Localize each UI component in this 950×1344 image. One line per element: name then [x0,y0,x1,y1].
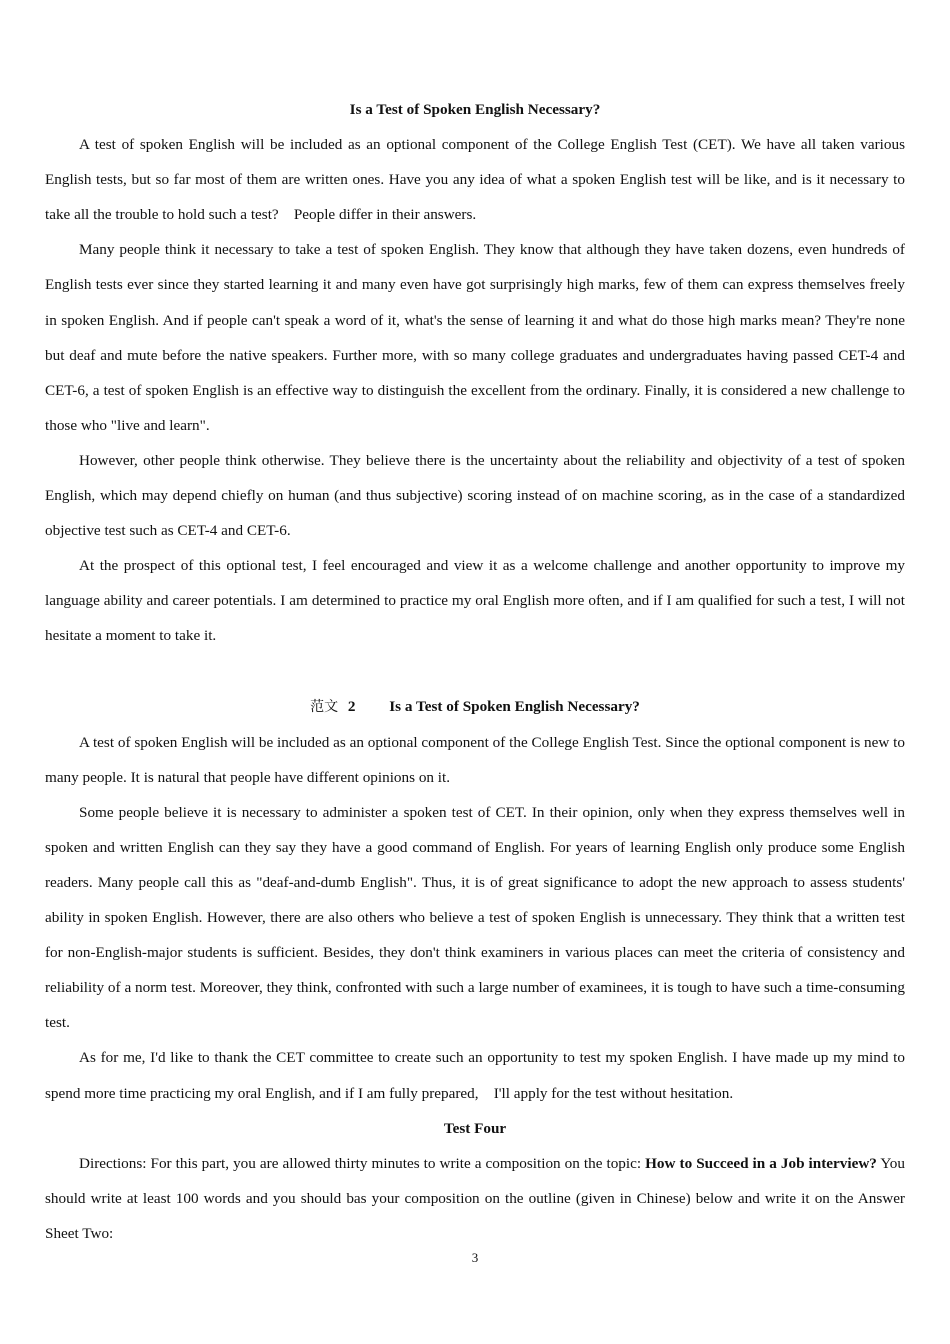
directions-text: Directions: For this part, you are allowed thirty minutes to write a composition on the topic: [79,1154,646,1172]
test-four-directions [45,1146,905,1251]
page-number: 3 [471,1250,479,1265]
essay1-paragraph-3: However, other people think otherwise. They believe there is the uncertainty about the reliability and objectivity of a test of spoken English, which may depend chiefly on human (and thus subjective) scoring instead of on machine scoring, as in the case of a standardized objective test such as CET-4 and CET-6. [45,451,905,540]
essay2-label-zh: 范文 [310,698,339,715]
essay2-paragraph-1: A test of spoken English will be included as an optional component of the College English Test. Since the optional component is new to many people. It is natural that people have different opinions on it. [45,733,905,786]
essay2-title: Is a Test of Spoken English Necessary? [389,697,640,715]
directions-text-continued: You should write at least 100 words and you should bas your composition on the outline (given in Chinese) below and write it on the Answer Sheet Two: [45,1154,905,1242]
essay1-title: Is a Test of Spoken English Necessary? [349,101,601,118]
section-spacer [45,654,905,689]
essay1-paragraph-1: A test of spoken English will be included as an optional component of the College English Test (CET). We have all taken various English tests, but so far most of them are written ones. Have you any idea of what a spoken English test will be like, and is it necessary to take all the trouble to hold such a test? People differ in their answers. [45,136,905,224]
essay2-label-number: 2 [347,697,356,715]
essay2-paragraph-2: Some people believe it is necessary to administer a spoken test of CET. In their opinion, only when they express themselves well in spoken and written English can they say they have a good command of English. For years of learning English only produce some English readers. Many people call this as "deaf-and-dumb English". Thus, it is of great significance to adopt the new approach to assess students' ability in spoken English. However, there are also others who believe a test of spoken English is unnecessary. They think that a written test for non-English-major students is sufficient. Besides, they don't think examiners in various places can meet the criteria of consistency and reliability of a norm test. Moreover, they think, confronted with such a large number of examinees, it is tough to have such a time-consuming test. [45,803,905,1032]
test-four-heading: Test Four [443,1119,507,1137]
document-page [45,92,905,1251]
essay1-paragraph-2: Many people think it necessary to take a test of spoken English. They know that although they have taken dozens, even hundreds of English tests ever since they started learning it and many even have got surprisingly high marks, few of them can express themselves freely in spoken English. And if people can't speak a word of it, what's the sense of learning it and what do those high marks mean? They're none but deaf and mute before the native speakers. Further more, with so many college graduates and undergraduates having passed CET-4 and CET-6, a test of spoken English is an effective way to distinguish the excellent from the ordinary. Finally, it is considered a new challenge to those who "live and learn". [45,241,905,434]
essay1-paragraph-4: At the prospect of this optional test, I feel encouraged and view it as a welcome challenge and another opportunity to improve my language ability and career potentials. I am determined to practice my oral English more often, and if I am qualified for such a test, I will not hesitate a moment to take it. [45,557,905,645]
essay2-heading [45,689,905,725]
directions-topic: How to Succeed in a Job interview? [645,1154,877,1172]
essay2-paragraph-3: As for me, I'd like to thank the CET committee to create such an opportunity to test my spoken English. I have made up my mind to spend more time practicing my oral English, and if I am fully prepared, I'll apply for the test without hesitation. [45,1049,905,1102]
